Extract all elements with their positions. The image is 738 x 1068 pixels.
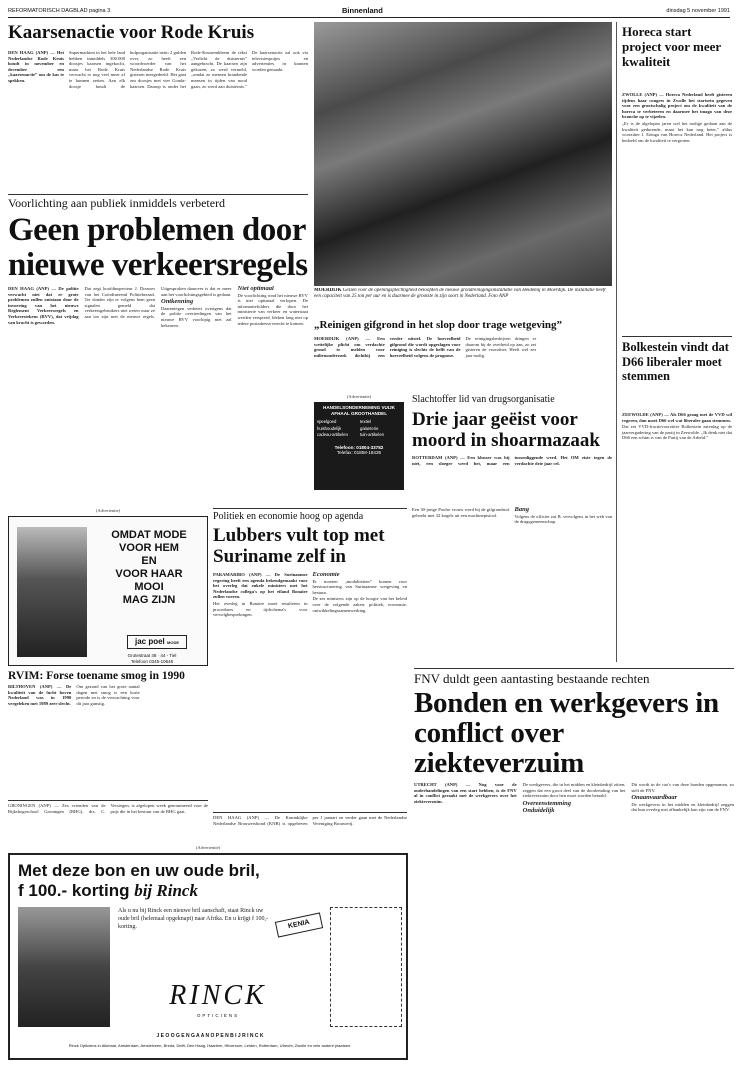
article-moerdijk-text: De reinigingsbedrijven dringen er daarom bij de overheid op aan, zo zei gisteren de voorzitter. Heeft wel zes jaar nodig. [465,336,537,358]
ad-vuijk-item: huishoudelijk [317,425,342,431]
ad-jacpoel-slogan [95,529,203,633]
ad-jacpoel-photo [17,527,87,657]
ad-jacpoel-logo [127,635,187,649]
article-moerdijk-headline: „Reinigen gifgrond in het slop door trage wetgeving” [314,319,563,331]
article-verkeer-lead: DEN HAAG (ANP) — De politie verwacht niet dat er grote problemen zullen ontstaan door de invoering van het nieuwe Reglement Verkeersregels en Verkeerstekens (RVV), dat vrijdag van kracht is geworden. [8,286,79,325]
article-fnv-kicker: FNV duldt geen aantasting bestaande rechten [414,671,650,686]
section-title: Binnenland [342,6,383,15]
article-verkeer-text: Dat zegt hoofdinspecteur J. Douwes van het Coördinerend Politieberaad. Ter donder zijn er volgens hem geen signalen gemeld dat verkeersgebruikers niet weten waar ze aan toe zijn met de nieuwe regels. Uitgesproken daarover is dat er meer aan het voorlichtingsgebied is gedaan. [84,286,232,319]
ad-vuijk-label: (Advertentie) [346,394,372,399]
article-verkeer-headline: Geen problemen door nieuwe verkeersregels [8,213,308,283]
article-groningen-text: GRONINGEN (ANP) — Zes vrienden van de Rijkshogeschool Groningen (RHG), drs. C. Verstegen, is afgelopen week genomineerd voor de prijs die in het bestuur van de RHG gaat. [8,803,208,814]
article-verkeer-subhead-1: Ontkenning [161,298,194,306]
article-suriname-text: Het overleg in Bonaire moet resulteren in procedures en tijdschema's voor vervolgbesprekingen. [213,600,308,618]
article-fnv-headline: Bonden en werkgevers in conflict over ziekteverzuim [414,688,719,779]
article-verkeer-text-2: Daarentegen verkeert overigens dat de politie overtredingen van het nieuwe RVV voorlopig niet zal bekeuren. [161,305,232,328]
article-suriname-text-3: De zes ministers zijn op de hoogte van het beleid over de volgende zaken: politiek, economie, ontwikkelingssamenwerking. [312,596,407,613]
article-suriname-kicker-wrap [213,511,407,524]
article-suriname-headline: Lubbers vult top met Suriname zelf in [213,525,385,567]
divider [414,668,734,669]
ad-rinck-coupon[interactable] [330,907,402,1027]
moerdijk-photo-credit: Foto ANP [488,294,509,299]
issue-date: dinsdag 5 november 1991 [666,8,730,14]
ad-vuijk-item: textiel [360,419,371,425]
article-verkeer-kicker-wrap [8,197,308,211]
article-slachtoffer-text-2: Volgens de officier zat B. vervolgens in het web van de drugsgemeenschap. [514,513,612,525]
article-slachtoffer-text: Een 30-jarige Poolse vrouw werd bij de gifgrondstof geboekt met 32 kogels uit een machinepistool. [412,507,510,518]
ad-vuijk-item: galanterie [360,425,379,431]
article-suriname-headline-wrap [213,525,407,569]
article-verkeer-headline-wrap [8,213,308,283]
article-slachtoffer-subhead: Bang [514,507,529,513]
article-kruis-lead: DEN HAAG (ANP) — Het Nederlandse Rode Kruis houdt in november en december een „kaarsenactie” om de kas te spekken. [8,50,64,83]
ad-vuijk-title: HANDELSONDERNEMING VUIJK AFHAAL GROOTHANDEL [323,405,395,416]
article-d66-lead: ZEEWOLDE (ANP) — Als D66 graag met de VVD wil regeren, dan moet D66 wel wat liberaler gaan stemmen. [622,412,732,423]
page-masthead [8,6,730,18]
article-horeca-headline: Horeca start project voor meer kwaliteit [622,24,721,69]
column-divider [616,22,617,662]
article-d66-headline-wrap [622,340,732,410]
article-verkeer-text-3: De voorlichting rond het nieuwe RVV is niet optimaal verlopen. De informatiefolders die door het ministerie van verkeer en waterstaat werden verspreid, bleken lang niet op iedere postadresse terecht te komen. [237,292,308,326]
divider [622,336,732,337]
article-suriname-subhead: Economie [312,572,340,578]
article-suriname-lead: PARAMARIBO (ANP) — De Surinaamse regering heeft een agenda bekendgemaakt voor het overleg dat enkele ministers met het Nederlandse collega's op het eiland Bonaire zullen voeren. [213,572,308,600]
article-slachtoffer-lead-block [412,455,612,505]
moerdijk-caption [314,288,612,316]
article-fnv-subhead-2: Onduidelijk [522,807,555,815]
article-fnv-text: De werkgevers, die in het midden en kleinbedrijf zitten, zeggen dat een groot deel van de doorbetaling van het ziekteverzuim door hen moet worden betaald. [522,782,626,799]
article-d66-text: Dat zei VVD-fractievoorzitter Bolkestein zaterdag op de jaarvergadering van de partij in Zeewolde. „Ik denk niet dat D66 een schim is van de Partij van de Arbeid.” [622,424,732,441]
ad-rinck-kenia-badge: KENIA [275,912,323,937]
divider [8,194,308,195]
ad-rinck-photo [18,907,110,1027]
ad-jacpoel-line: MOOI [134,581,164,593]
article-verkeer-body [8,286,308,508]
article-rvim-text: Om gezond van het grote aantal dagen met smog is een korte periode en is de verwachting voor dit jaar gunstig. [76,684,140,706]
article-d66-headline: Bolkestein vindt dat D66 liberaler moet stemmen [622,340,729,383]
article-horeca-lead: ZWOLLE (ANP) — Horeca Nederland heeft gisteren tijdens haar congres in Zwolle het startsein gegeven voor een grootschalig project om de kwaliteit van de horeca te verbeteren en daarmee het imago van deze branche op te vijzelen. [622,92,732,120]
article-fnv-text-2: Dit wordt in de cao's van deze bonden opgenomen, zo stelt de FNV. [631,782,734,793]
ad-rinck-label: (Advertentie) [195,845,221,850]
article-rvim-body [8,684,208,798]
ad-jacpoel-phone: Telefoon 0345-10646 [130,659,174,664]
ad-rinck[interactable] [8,853,408,1060]
article-moerdijk-headline-wrap [314,318,612,334]
ad-vuijk-items [317,419,401,437]
divider [8,800,208,801]
ad-vuijk-item: tuin-artikelen [360,432,384,437]
ad-jacpoel-address: Grotestraat 48 · 44 - Tiel [127,653,177,658]
article-fnv-headline-wrap [414,688,734,780]
article-fnv-body [414,782,734,1060]
article-slachtoffer-headline-wrap [412,409,612,453]
ad-jacpoel-label: (Advertentie) [95,508,121,513]
article-verkeer-subhead-2: Niet optimaal [237,286,274,292]
ad-vuijk-phone: Telefoon: 01804-33782 [334,445,384,451]
article-d66-body [622,412,732,664]
ad-jacpoel-line: EN [141,555,157,567]
ad-jacpoel-logo-sub: MODE [167,640,180,645]
article-slachtoffer-body [412,507,612,667]
ad-jacpoel-logo-text: jac poel [134,637,165,646]
article-rvim-headline: RVIM: Forse toename smog in 1990 [8,670,185,682]
article-kruis-body [8,50,308,190]
ad-jacpoel[interactable] [8,516,208,666]
article-verkeer-kicker: Voorlichting aan publiek inmiddels verbeterd [8,197,226,210]
article-moerdijk-lead: MOERDIJK (ANP) — Een wettelijke plicht om verdachte grond te melden voor milieuonderzoek dichtbij een verder uitstel. De hoeveelheid gifgrond die wordt opgeslagen voor reiniging is slechts de helft van de hoeveelheid volgens de prognose. [314,336,461,358]
moerdijk-photo [314,22,612,286]
ad-rinck-tagline: J E O O G E N G A A N O P E N B I J R I N C K [156,1033,264,1039]
article-kruis-text: Supermarkten in het hele land hebben inmiddels 300.000 doosjes kaarsen ingekocht, maar het Rode Kruis verwacht er nog veel meer af te kunnen zetten. Aan elk doosje houdt de hulporganisatie netto 2 gulden over, zo heeft een woordvoerder van het Nederlandse Rode Kruis gisteren meegedeeld. Het gaat om doosjes met vier Gouda-kaarsen. Daarop is onder het Rode-Kruisembleem de tekst „Verlicht de duisternis” aangebracht. De kaarsen zijn gekozen, zo werd vermeld, „omdat ze mensen brandende mensen in tijden van nood gaan, zo werd aan duisternis.” De kaarsenactie zal ook via televisiespotjes en advertenties in kranten worden gemaakt. [69,50,308,89]
article-horeca-text: „Er is de algelopen jaren wel het nodige gedaan aan de kwaliteit gedurende, maar het kan nog beter,” aldus voorzitter J. Ezinga van Horeca Nederland. Het project is bedoeld om de kwaliteit te vergroten. [622,120,732,143]
divider [213,812,407,813]
newspaper-page-label: REFORMATORISCH DAGBLAD pagina 3 [8,8,111,14]
article-slachtoffer-kicker-wrap [412,394,612,408]
article-fnv-kicker-wrap [414,671,734,687]
article-kruis-headline: Kaarsenactie voor Rode Kruis [8,22,255,43]
article-rvim-headline-wrap [8,669,208,683]
article-slachtoffer-lead: ROTTERDAM (ANP) — Een klusser was hij niet, een sloeger werd het, maar een tussenliggende werd. Het OM eiste tegen de verdachte drie jaar cel. [412,455,612,466]
article-fnv-lead: UTRECHT (ANP) — Nog voor de onderhandelingen van een start hebben, is de FNV al in conflict geraakt met de werkgevers over het ziekteverzuim. [414,782,517,804]
moerdijk-caption-label: MOERDIJK [314,288,342,293]
ad-vuijk[interactable] [314,402,404,490]
article-suriname-body [213,572,407,810]
article-rbo-text: DEN HAAG (ANP) — De Koninklijke Nederlandse Brouwersbond (KNB) is opgeheven per 1 januari en verder gaan met de Nederlandse Vereniging Brouwerij. [213,815,407,826]
ad-rinck-headline [18,861,402,905]
ad-rinck-logo-sub: OPTICIENS [196,1013,240,1018]
divider [213,508,407,509]
article-slachtoffer-kicker: Slachtoffer lid van drugsorganisatie [412,394,555,405]
article-horeca-headline-wrap [622,24,732,90]
article-fnv-subhead-3: Onaanvaardbaar [631,794,678,802]
ad-vuijk-item: cadeau-artikelen [317,432,348,437]
article-fnv-text-3: De werkgevers in het midden en kleinbedrijf zeggen dat hun overleg niet afhankelijk kan zijn van de FNV. [631,801,734,813]
ad-jacpoel-line: MAG ZIJN [122,594,176,606]
article-groningen-body [8,803,208,841]
article-horeca-body [622,92,732,332]
ad-rinck-headline-1: Met deze bon en uw oude bril, [18,861,260,880]
article-kruis-headline-wrap [8,22,308,48]
ad-jacpoel-line: VOOR HEM [119,542,179,554]
moerdijk-caption-text: Gezien voor de openingsplechtigheid beloofden de nieuwe grondreinigingsinstallatie van Heidemij in Moerdijk. De installatie heeft een capaciteit van 25 ton per uur en is daarmee de grootste in zijn soort in Nederland. [314,288,606,299]
ad-vuijk-item: speelgoed [317,419,337,425]
ad-rinck-brand-inline: bij Rinck [134,881,198,900]
article-rvim-lead: BILTHOVEN (ANP) — De kwaliteit van de lucht boven Nederland was in 1990 vergeleken met 1989 zeer slecht. [8,684,72,706]
ad-rinck-footer: Rinck Opticiens in Alkmaar, Amsterdam, Amstelveen, Breda, Delft, Den Haag, Haarlem, Hilversum, Leiden, Rotterdam, Utrecht, Zwolle en vele andere plaatsen. [68,1043,352,1048]
article-rbo-body [213,815,407,843]
article-moerdijk-body [314,336,612,392]
article-suriname-kicker: Politiek en economie hoog op agenda [213,511,364,522]
article-fnv-subhead-1: Overeenstemming [522,799,572,807]
ad-rinck-headline-2 [18,881,402,901]
ad-jacpoel-line: OMDAT MODE [111,529,187,541]
ad-vuijk-fax: Telefax: 01858-18435 [336,450,382,456]
article-slachtoffer-headline: Drie jaar geëist voor moord in shoarmazaak [412,409,600,451]
ad-rinck-body: Als u nu bij Rinck een nieuwe bril aanschaft, staat Rinck uw oude bril (helemaal opgeknapt) naar Afrika. En u krijgt f 100,- korting. [118,908,268,930]
ad-rinck-discount: f 100.- korting [18,881,135,900]
article-suriname-text-2: Er moeten „modaliteiten” komen voor herstructurering van Surinaamse wetgeving en bestuur. [312,578,407,595]
ad-rinck-logo: RINCK [169,981,267,1011]
ad-jacpoel-line: VOOR HAAR [115,568,183,580]
